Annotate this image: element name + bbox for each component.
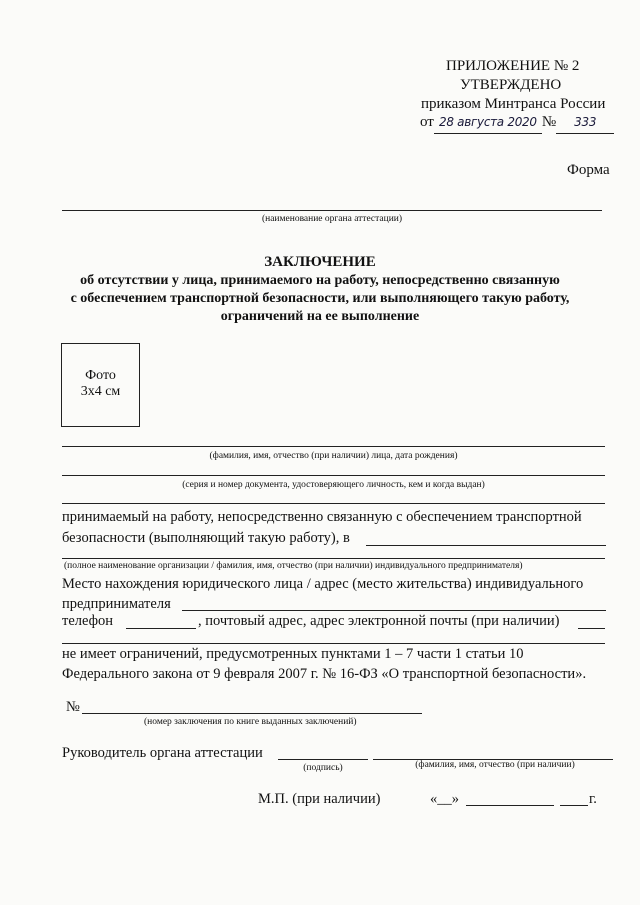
no-restrictions-text-1: не имеет ограничений, предусмотренных пунктами 1 – 7 части 1 статьи 10 — [62, 646, 524, 662]
title-line-1: об отсутствии у лица, принимаемого на работу, непосредственно связанную — [80, 273, 560, 288]
title-line-2: с обеспечением транспортной безопасности, или выполняющего такую работу, — [70, 291, 570, 306]
document-caption: (серия и номер документа, удостоверяющего личность, кем и когда выдан) — [182, 480, 485, 490]
photo-size: 3х4 см — [80, 384, 121, 399]
form-label: Форма — [567, 162, 610, 178]
date-prefix: от — [420, 114, 434, 130]
fio-caption: (фамилия, имя, отчество (при наличии) лица, дата рождения) — [209, 451, 458, 461]
phone-label: телефон — [62, 613, 114, 629]
appendix-number: ПРИЛОЖЕНИЕ № 2 — [446, 58, 580, 74]
attestation-body-field — [62, 210, 602, 211]
signature-field — [278, 759, 368, 760]
date-month-field — [466, 805, 554, 806]
organization-caption: (полное наименование организации / фамилия, имя, отчество (при наличии) индивидуального предпринимателя) — [64, 561, 523, 571]
document-field — [62, 475, 605, 476]
location-text-1: Место нахождения юридического лица / адрес (место жительства) индивидуального — [62, 576, 584, 592]
stamp-label: М.П. (при наличии) — [258, 791, 381, 807]
attestation-body-caption: (наименование органа аттестации) — [261, 214, 403, 224]
title-line-3: ограничений на ее выполнение — [220, 309, 420, 324]
photo-box — [61, 343, 140, 427]
number-sign: № — [66, 699, 80, 715]
handwritten-date: 28 августа 2020 — [434, 112, 542, 134]
year-suffix: г. — [589, 791, 597, 807]
organization-field — [62, 558, 605, 559]
hired-text-1: принимаемый на работу, непосредственно связанную с обеспечением транспортной — [62, 509, 582, 525]
email-label: , почтовый адрес, адрес электронной почты (при наличии) — [198, 613, 560, 629]
order-label: приказом Минтранса России — [421, 96, 606, 112]
document-title: ЗАКЛЮЧЕНИЕ — [264, 254, 376, 270]
separator-line — [62, 503, 605, 504]
email-field-end — [578, 628, 605, 629]
fio-field — [62, 446, 605, 447]
hired-text-2: безопасности (выполняющий такую работу), в — [62, 530, 350, 546]
approved-label: УТВЕРЖДЕНО — [460, 77, 562, 93]
order-date-line — [420, 112, 614, 134]
head-label: Руководитель органа аттестации — [62, 745, 263, 761]
conclusion-number-field — [82, 713, 422, 714]
date-day: «__» — [430, 791, 459, 807]
photo-label: Фото — [85, 368, 116, 383]
no-restrictions-text-2: Федерального закона от 9 февраля 2007 г. № 16-ФЗ «О транспортной безопасности». — [62, 666, 587, 682]
conclusion-number-caption: (номер заключения по книге выданных заключений) — [144, 717, 357, 727]
signature-caption: (подпись) — [303, 763, 343, 773]
handwritten-number: 333 — [556, 112, 614, 134]
location-text-2: предпринимателя — [62, 596, 171, 612]
head-fio-caption: (фамилия, имя, отчество (при наличии) — [415, 760, 575, 770]
date-year-field — [560, 805, 588, 806]
number-prefix: № — [541, 114, 557, 130]
phone-field — [126, 628, 196, 629]
organization-field-end — [366, 545, 606, 546]
